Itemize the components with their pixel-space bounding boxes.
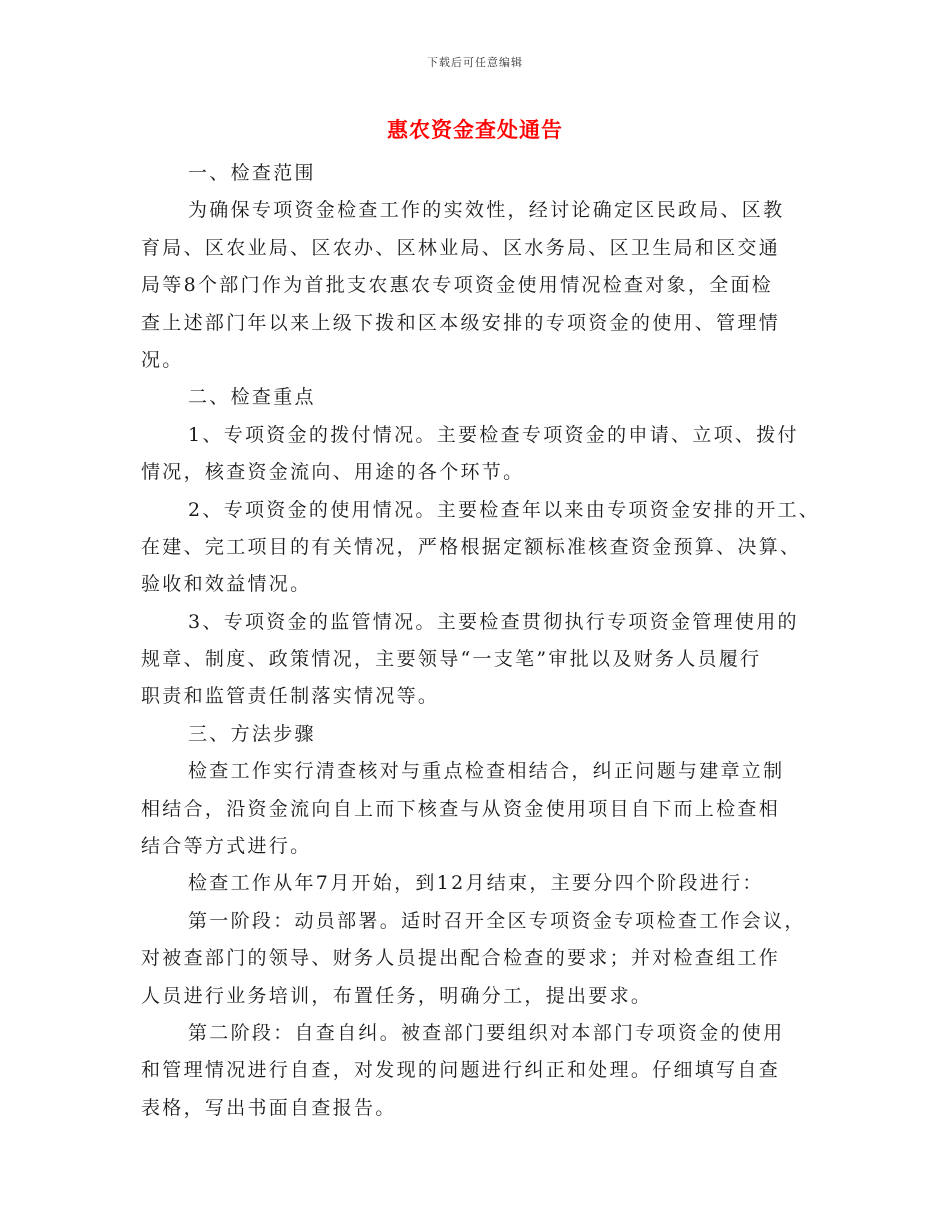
body-text-line: 检查工作从年7月开始，到12月结束，主要分四个阶段进行： — [188, 872, 764, 895]
body-text-line: 结合等方式进行。 — [141, 835, 312, 858]
body-text-line: 规章、制度、政策情况，主要领导“一支笔”审批以及财务人员履行 — [141, 648, 762, 671]
body-text-line: 二、检查重点 — [188, 386, 316, 409]
body-text-line: 表格，写出书面自查报告。 — [141, 1096, 397, 1119]
body-text-line: 检查工作实行清查核对与重点检查相结合，纠正问题与建章立制 — [188, 760, 785, 783]
body-text-line: 况。 — [141, 348, 184, 371]
body-text-line: 情况，核查资金流向、用途的各个环节。 — [141, 461, 525, 484]
body-text-line: 相结合，沿资金流向自上而下核查与从资金使用项目自下而上检查相 — [141, 797, 781, 820]
body-text-line: 2、专项资金的使用情况。主要检查年以来由专项资金安排的开工、 — [188, 498, 821, 521]
body-text-line: 人员进行业务培训，布置任务，明确分工，提出要求。 — [141, 984, 653, 1007]
body-text-line: 职责和监管责任制落实情况等。 — [141, 685, 440, 708]
body-text-line: 验收和效益情况。 — [141, 573, 312, 596]
header-note: 下载后可任意编辑 — [427, 56, 523, 69]
body-text-line: 对被查部门的领导、财务人员提出配合检查的要求；并对检查组工作 — [141, 947, 781, 970]
body-text-line: 局等8个部门作为首批支农惠农专项资金使用情况检查对象，全面检 — [141, 274, 774, 297]
body-text-line: 1、专项资金的拨付情况。主要检查专项资金的申请、立项、拨付 — [188, 423, 799, 446]
body-text-line: 一、检查范围 — [188, 162, 316, 184]
body-text-line: 在建、完工项目的有关情况，严格根据定额标准核查资金预算、决算、 — [141, 535, 802, 558]
document-title: 惠农资金查处通告 — [387, 118, 563, 142]
body-text-line: 第一阶段：动员部署。适时召开全区专项资金专项检查工作会议， — [188, 909, 806, 932]
body-text-line: 第二阶段：自查自纠。被查部门要组织对本部门专项资金的使用 — [188, 1021, 785, 1044]
document-body — [141, 155, 831, 1127]
body-text-line: 和管理情况进行自查，对发现的问题进行纠正和处理。仔细填写自查 — [141, 1059, 781, 1082]
body-text-line: 为确保专项资金检查工作的实效性，经讨论确定区民政局、区教 — [188, 199, 785, 222]
body-text-line: 育局、区农业局、区农办、区林业局、区水务局、区卫生局和区交通 — [141, 236, 781, 259]
body-text-line: 3、专项资金的监管情况。主要检查贯彻执行专项资金管理使用的 — [188, 610, 799, 633]
body-text-line: 三、方法步骤 — [188, 722, 316, 745]
body-text-line: 查上述部门年以来上级下拨和区本级安排的专项资金的使用、管理情 — [141, 311, 781, 334]
